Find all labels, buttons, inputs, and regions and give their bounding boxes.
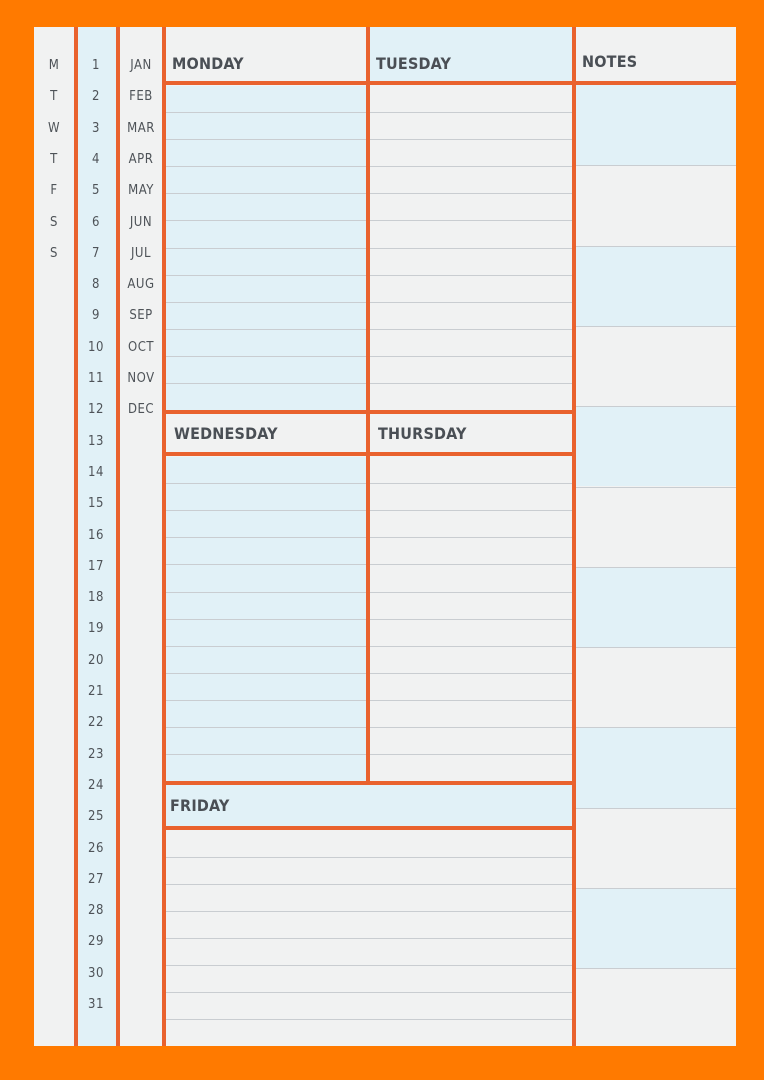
ruled-line xyxy=(370,727,572,728)
day-number: 2 xyxy=(92,89,100,105)
ruled-line xyxy=(166,383,366,384)
notes-block-divider xyxy=(576,406,736,407)
notes-block-divider xyxy=(576,487,736,488)
day-number: 17 xyxy=(88,558,104,574)
ruled-line xyxy=(370,383,572,384)
ruled-line xyxy=(166,112,366,113)
ruled-line xyxy=(166,166,366,167)
divider-days-months xyxy=(116,27,120,1046)
divider-fri-header-bottom xyxy=(162,826,576,830)
ruled-line xyxy=(166,673,366,674)
ruled-line xyxy=(166,884,572,885)
ruled-line xyxy=(370,510,572,511)
notes-block-divider xyxy=(576,165,736,166)
ruled-line xyxy=(370,329,572,330)
day-number: 30 xyxy=(88,965,104,981)
month-label: DEC xyxy=(127,402,155,418)
friday-header: FRIDAY xyxy=(170,796,230,815)
notes-block-tinted xyxy=(576,727,736,807)
ruled-line xyxy=(166,754,366,755)
ruled-line xyxy=(166,965,572,966)
ruled-line xyxy=(370,483,572,484)
day-number: 6 xyxy=(92,214,100,230)
month-label: APR xyxy=(128,151,154,167)
divider-wed-header-bottom xyxy=(162,452,576,456)
ruled-line xyxy=(370,646,572,647)
day-number: 24 xyxy=(88,777,104,793)
weekday-letter: T xyxy=(50,89,58,105)
day-number: 1 xyxy=(92,58,100,73)
divider-wed-fri xyxy=(162,781,576,785)
ruled-line xyxy=(166,564,366,565)
day-number: 4 xyxy=(92,151,100,167)
divider-grid-notes xyxy=(572,27,576,1046)
ruled-line xyxy=(370,619,572,620)
day-number: 9 xyxy=(92,308,100,324)
divider-top-headers xyxy=(162,81,736,85)
ruled-line xyxy=(166,356,366,357)
planner-page xyxy=(34,27,736,1046)
day-number: 21 xyxy=(88,684,104,699)
ruled-line xyxy=(370,166,572,167)
day-number: 5 xyxy=(92,183,100,199)
day-number: 15 xyxy=(88,496,104,512)
ruled-line xyxy=(166,193,366,194)
notes-block-divider xyxy=(576,727,736,728)
day-number: 26 xyxy=(88,840,104,856)
wednesday-header: WEDNESDAY xyxy=(174,424,278,443)
ruled-line xyxy=(370,537,572,538)
ruled-line xyxy=(166,139,366,140)
notes-block-tinted xyxy=(576,567,736,647)
weekday-letter: M xyxy=(48,58,60,73)
month-label: JAN xyxy=(130,58,152,73)
day-number: 31 xyxy=(88,997,104,1012)
month-label: FEB xyxy=(129,89,153,105)
day-number: 22 xyxy=(88,715,104,731)
ruled-line xyxy=(166,727,366,728)
ruled-line xyxy=(370,356,572,357)
weekday-letter: W xyxy=(47,120,61,136)
divider-mon-wed xyxy=(162,410,576,414)
day-number: 27 xyxy=(88,871,104,887)
notes-block-divider xyxy=(576,968,736,969)
day-number: 3 xyxy=(92,120,100,136)
day-number: 14 xyxy=(88,464,104,480)
ruled-line xyxy=(166,537,366,538)
day-number: 16 xyxy=(88,527,104,543)
notes-block-tinted xyxy=(576,406,736,486)
ruled-line xyxy=(166,938,572,939)
ruled-line xyxy=(166,220,366,221)
day-number: 18 xyxy=(88,590,104,606)
ruled-line xyxy=(370,592,572,593)
month-label: NOV xyxy=(127,371,155,386)
ruled-line xyxy=(370,193,572,194)
notes-block-tinted xyxy=(576,246,736,326)
notes-block-tinted xyxy=(576,888,736,968)
weekday-letter: S xyxy=(50,214,58,230)
ruled-line xyxy=(370,673,572,674)
day-number: 19 xyxy=(88,621,104,637)
day-number: 7 xyxy=(92,245,100,261)
day-number: 25 xyxy=(88,809,104,825)
ruled-line xyxy=(370,302,572,303)
day-number: 8 xyxy=(92,277,100,293)
notes-block-tinted xyxy=(576,85,736,165)
month-label: SEP xyxy=(129,308,153,324)
ruled-line xyxy=(166,700,366,701)
month-label: JUN xyxy=(129,214,153,230)
ruled-line xyxy=(166,1019,572,1020)
day-number: 12 xyxy=(88,402,104,418)
month-label: JUL xyxy=(130,245,152,261)
ruled-line xyxy=(166,275,366,276)
ruled-line xyxy=(370,275,572,276)
ruled-line xyxy=(370,248,572,249)
month-label: MAR xyxy=(127,120,155,136)
day-number: 13 xyxy=(88,433,104,449)
day-number: 29 xyxy=(88,934,104,950)
day-number: 28 xyxy=(88,903,104,919)
notes-block-divider xyxy=(576,808,736,809)
ruled-line xyxy=(370,112,572,113)
weekday-letter: F xyxy=(50,183,58,199)
weekday-letter: S xyxy=(50,245,58,261)
thursday-header: THURSDAY xyxy=(378,424,467,443)
day-number: 10 xyxy=(88,339,104,355)
notes-block-divider xyxy=(576,567,736,568)
month-label: OCT xyxy=(127,339,154,355)
ruled-line xyxy=(166,592,366,593)
ruled-line xyxy=(370,139,572,140)
notes-block-divider xyxy=(576,246,736,247)
ruled-line xyxy=(166,646,366,647)
ruled-line xyxy=(166,248,366,249)
tuesday-header: TUESDAY xyxy=(376,54,452,73)
notes-block-divider xyxy=(576,326,736,327)
ruled-line xyxy=(166,302,366,303)
ruled-line xyxy=(370,754,572,755)
day-number: 20 xyxy=(88,652,104,668)
divider-months-grid xyxy=(162,27,166,1046)
ruled-line xyxy=(370,220,572,221)
month-label: AUG xyxy=(127,277,155,293)
weekday-letter: T xyxy=(50,151,58,167)
notes-header: NOTES xyxy=(582,52,638,71)
ruled-line xyxy=(370,564,572,565)
ruled-line xyxy=(370,700,572,701)
divider-mon-tue xyxy=(366,27,370,785)
ruled-line xyxy=(166,510,366,511)
notes-block-divider xyxy=(576,647,736,648)
day-number: 11 xyxy=(88,371,104,386)
monday-body-bg xyxy=(166,86,366,412)
ruled-line xyxy=(166,911,572,912)
ruled-line xyxy=(166,857,572,858)
ruled-line xyxy=(166,992,572,993)
notes-block-divider xyxy=(576,888,736,889)
day-number: 23 xyxy=(88,746,104,762)
month-label: MAY xyxy=(128,183,154,199)
ruled-line xyxy=(166,619,366,620)
monday-header: MONDAY xyxy=(172,54,244,73)
ruled-line xyxy=(166,483,366,484)
ruled-line xyxy=(166,329,366,330)
